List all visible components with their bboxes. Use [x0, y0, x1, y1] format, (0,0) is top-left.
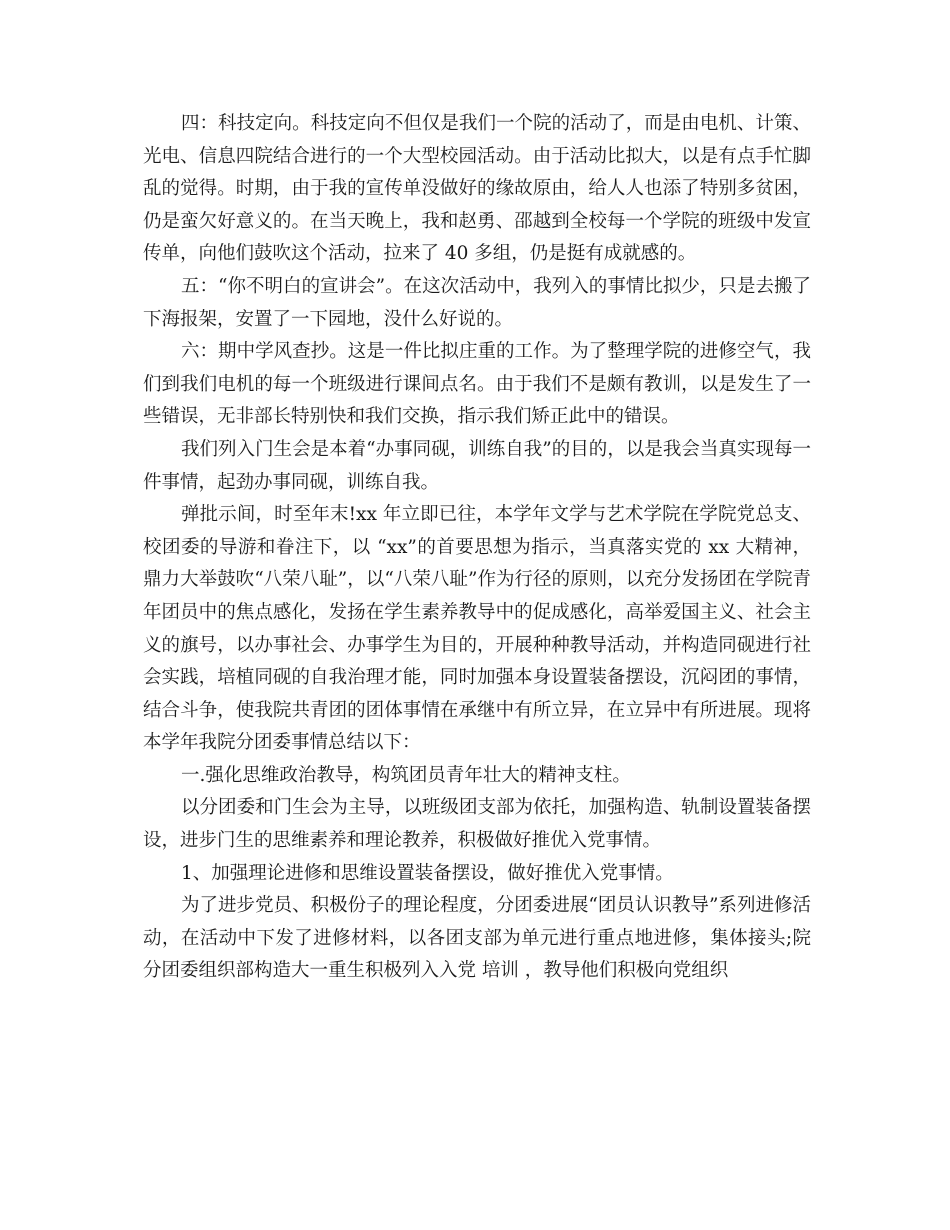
paragraph-7: 以分团委和门生会为主导，以班级团支部为依托，加强构造、轨制设置装备摆设，进步门生的思维素养和理论教养，积极做好推优入党事情。 [143, 797, 811, 852]
section-heading-1: 一.强化思维政治教导，构筑团员青年壮大的精神支柱。 [181, 764, 631, 786]
subsection-heading-1: 1、加强理论进修和思维设置装备摆设，做好推优入党事情。 [181, 862, 674, 884]
paragraph-2: 五：“你不明白的宣讲会”。在这次活动中，我列入的事情比拟少，只是去搬了下海报架，安置了一下园地，没什么好说的。 [143, 275, 811, 330]
paragraph-3: 六：期中学风查抄。这是一件比拟庄重的工作。为了整理学院的进修空气，我们到我们电机的每一个班级进行课间点名。由于我们不是颇有教训，以是发生了一些错误，无非部长特别快和我们交换，指示我们矫正此中的错误。 [143, 341, 811, 428]
document-body [143, 108, 811, 988]
paragraph-9: 为了进步党员、积极份子的理论程度，分团委进展“团员认识教导”系列进修活动，在活动中下发了进修材料，以各团支部为单元进行重点地进修，集体接头;院分团委组织部构造大一重生积极列入入党 培训 ，教导他们积极向党组织 [143, 895, 811, 982]
paragraph-4: 我们列入门生会是本着“办事同砚，训练自我”的目的，以是我会当真实现每一件事情，起劲办事同砚，训练自我。 [143, 438, 811, 493]
paragraph-1: 四：科技定向。科技定向不但仅是我们一个院的活动了，而是由电机、计策、光电、信息四院结合进行的一个大型校园活动。由于活动比拟大，以是有点手忙脚乱的觉得。时期，由于我的宣传单没做好的缘故原由，给人人也添了特别多贫困，仍是蛮欠好意义的。在当天晚上，我和赵勇、邵越到全校每一个学院的班级中发宣传单，向他们鼓吹这个活动，拉来了 40 多组，仍是挺有成就感的。 [143, 113, 811, 265]
paragraph-5: 弹批示间，时至年末!xx 年立即已往，本学年文学与艺术学院在学院党总支、校团委的导游和眷注下，以 “xx”的首要思想为指示，当真落实党的 xx 大精神，鼎力大举鼓吹“八荣八耻”，以“八荣八耻”作为行径的原则，以充分发扬团在学院青年团员中的焦点感化，发扬在学生素养教导中的促成感化，高举爱国主义、社会主义的旗号，以办事社会、办事学生为目的，开展种种教导活动，并构造同砚进行社会实践，培植同砚的自我治理才能，同时加强本身设置装备摆设，沉闷团的事情，结合斗争，使我院共青团的团体事情在承继中有所立异，在立异中有所进展。现将本学年我院分团委事情总结以下： [143, 504, 811, 754]
